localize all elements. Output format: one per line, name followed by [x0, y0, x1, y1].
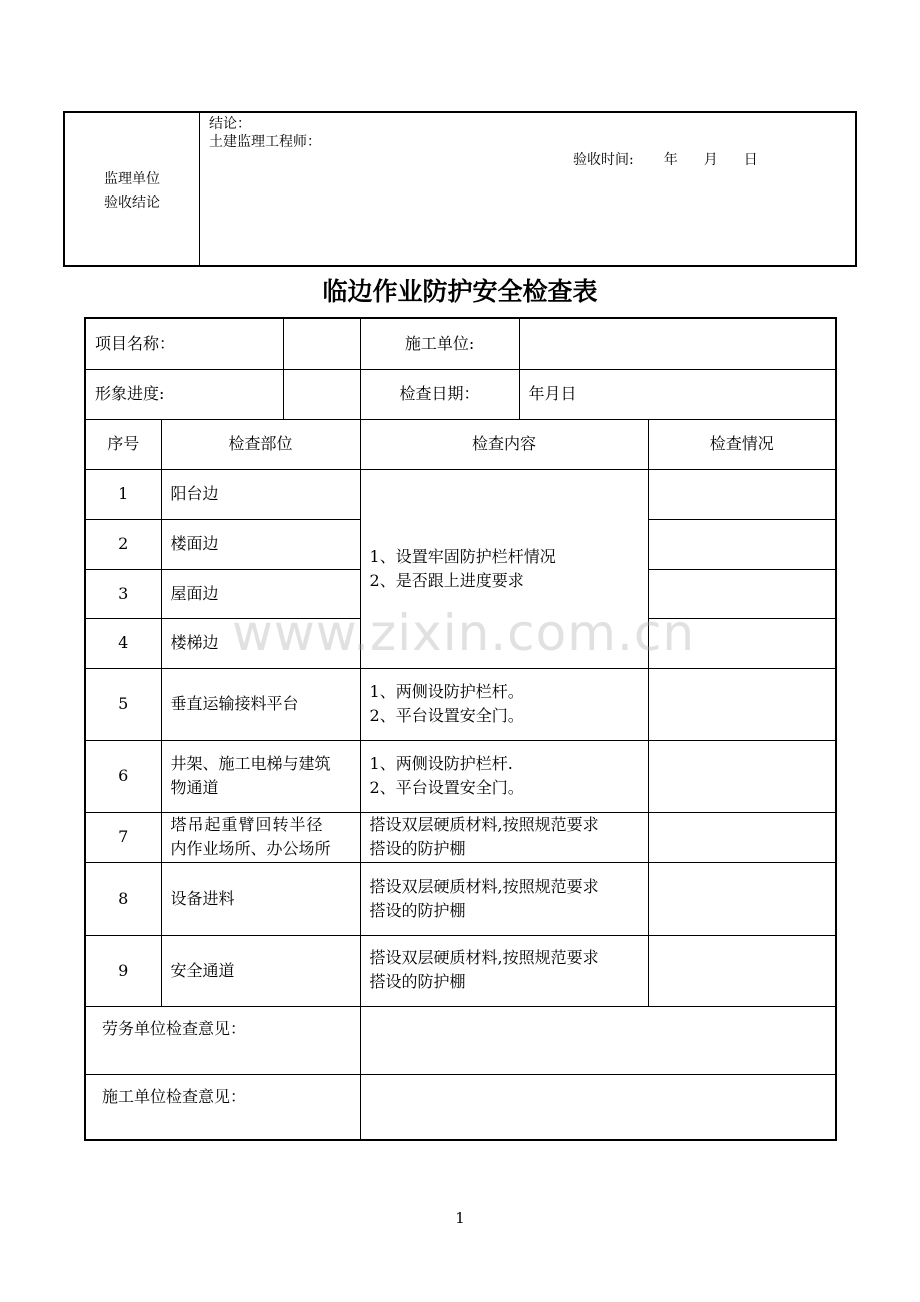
day-label: 日	[743, 152, 758, 168]
row-part	[161, 812, 360, 862]
labor-opinion-value[interactable]	[360, 1006, 836, 1074]
row-no: 3	[85, 569, 161, 618]
row-status[interactable]	[648, 812, 836, 862]
supervision-conclusion-cell[interactable]	[200, 113, 855, 265]
row-no: 9	[85, 935, 161, 1006]
part-line: 塔吊起重臂回转半径	[170, 815, 324, 834]
row-part	[161, 740, 360, 812]
construction-unit-label: 施工单位:	[360, 318, 519, 369]
content-line: 搭设双层硬质材料,按照规范要求	[369, 947, 599, 967]
content-line: 1、设置牢固防护栏杆情况	[369, 546, 556, 566]
month-label: 月	[703, 152, 718, 168]
row-part: 屋面边	[161, 569, 360, 618]
engineer-label: 土建监理工程师：	[209, 134, 321, 150]
row-content	[360, 740, 648, 812]
row-no: 2	[85, 519, 161, 569]
row-content	[360, 862, 648, 935]
row-content	[360, 668, 648, 740]
check-date-value[interactable]: 年月日	[519, 369, 836, 419]
part-line: 内作业场所、办公场所	[170, 839, 331, 858]
construction-opinion-value[interactable]	[360, 1074, 836, 1140]
row-part: 垂直运输接料平台	[161, 668, 360, 740]
row-status[interactable]	[648, 740, 836, 812]
labor-opinion-label: 劳务单位检查意见：	[85, 1006, 360, 1074]
row-part: 安全通道	[161, 935, 360, 1006]
content-line: 2、平台设置安全门。	[369, 706, 524, 725]
part-line: 井架、施工电梯与建筑	[170, 754, 331, 773]
construction-unit-value[interactable]	[519, 318, 836, 369]
conclusion-label: 结论：	[209, 116, 251, 132]
content-line: 2、是否跟上进度要求	[369, 570, 524, 590]
document-title: 临边作业防护安全检查表	[322, 277, 598, 306]
row-part: 阳台边	[161, 469, 360, 519]
acceptance-time-row	[573, 151, 758, 169]
progress-label: 形象进度:	[85, 369, 283, 419]
row-no: 8	[85, 862, 161, 935]
table-row	[85, 935, 836, 1006]
watermark: www.zixin.com.cn	[232, 604, 696, 662]
table-row	[85, 740, 836, 812]
progress-value[interactable]	[283, 369, 360, 419]
supervision-unit-label: 监理单位	[104, 171, 160, 187]
table-row	[85, 668, 836, 740]
row-content	[360, 812, 648, 862]
row-no: 6	[85, 740, 161, 812]
row-status[interactable]	[648, 469, 836, 519]
part-line: 物通道	[170, 778, 219, 797]
content-line: 搭设的防护棚	[369, 900, 466, 920]
project-info-row	[85, 318, 836, 369]
supervision-acceptance-box	[63, 111, 857, 267]
content-line: 2、平台设置安全门。	[369, 778, 524, 797]
content-line: 1、两侧设防护栏杆.	[369, 754, 513, 773]
labor-opinion-row	[85, 1006, 836, 1074]
row-status[interactable]	[648, 668, 836, 740]
row-part: 楼面边	[161, 519, 360, 569]
row-no: 1	[85, 469, 161, 519]
row-status[interactable]	[648, 935, 836, 1006]
row-content	[360, 935, 648, 1006]
supervision-unit-label-cell	[65, 113, 200, 265]
table-row	[85, 862, 836, 935]
project-name-label: 项目名称：	[85, 318, 283, 369]
progress-row	[85, 369, 836, 419]
year-label: 年	[663, 152, 678, 168]
column-header-row	[85, 419, 836, 469]
row-status[interactable]	[648, 618, 836, 668]
col-header-status: 检查情况	[648, 419, 836, 469]
check-date-label: 检查日期：	[360, 369, 519, 419]
project-name-value[interactable]	[283, 318, 360, 369]
row-no: 5	[85, 668, 161, 740]
col-header-content: 检查内容	[360, 419, 648, 469]
shared-check-content	[360, 469, 648, 668]
col-header-part: 检查部位	[161, 419, 360, 469]
row-part: 楼梯边	[161, 618, 360, 668]
table-row	[85, 812, 836, 862]
page-number: 1	[455, 1209, 465, 1227]
acceptance-time-label: 验收时间:	[573, 152, 634, 168]
table-row	[85, 469, 836, 519]
content-line: 搭设双层硬质材料,按照规范要求	[369, 876, 599, 896]
inspection-table	[84, 317, 837, 1141]
construction-opinion-label: 施工单位检查意见：	[85, 1074, 360, 1140]
content-line: 1、两侧设防护栏杆。	[369, 682, 524, 701]
acceptance-conclusion-label: 验收结论	[104, 195, 160, 211]
col-header-no: 序号	[85, 419, 161, 469]
content-line: 搭设的防护棚	[369, 971, 466, 991]
row-part: 设备进料	[161, 862, 360, 935]
content-line: 搭设的防护棚	[369, 839, 466, 858]
row-no: 4	[85, 618, 161, 668]
row-status[interactable]	[648, 862, 836, 935]
content-line: 搭设双层硬质材料,按照规范要求	[369, 815, 599, 834]
construction-opinion-row	[85, 1074, 836, 1140]
row-status[interactable]	[648, 569, 836, 618]
row-no: 7	[85, 812, 161, 862]
row-status[interactable]	[648, 519, 836, 569]
